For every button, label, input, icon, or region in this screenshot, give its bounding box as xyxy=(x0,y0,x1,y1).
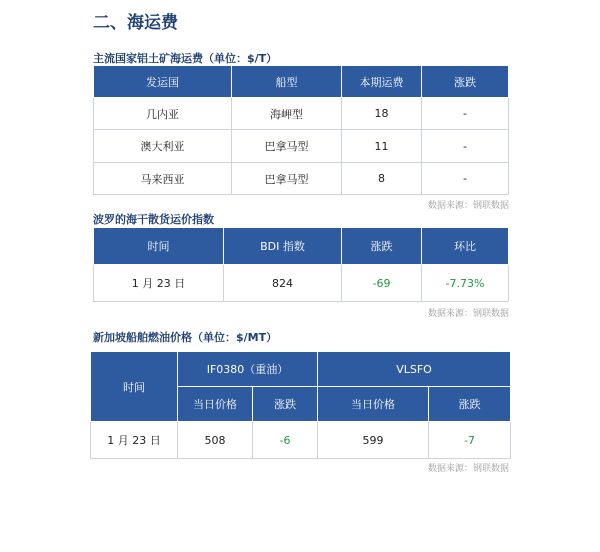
bunker-header-row xyxy=(91,352,511,387)
cell-freight: 18 xyxy=(342,98,422,130)
cell-change: -69 xyxy=(342,265,422,302)
bdi-source-note: 数据来源：钢联数据 xyxy=(428,309,510,319)
header-vlsfo-change: 涨跌 xyxy=(429,387,511,422)
header-bdi-index: BDI 指数 xyxy=(224,228,342,265)
cell-freight: 8 xyxy=(342,163,422,195)
cell-change: - xyxy=(422,98,509,130)
table-row xyxy=(94,265,509,302)
bunker-table xyxy=(90,351,511,459)
section-title: 二、海运费 xyxy=(93,13,178,33)
header-mom: 环比 xyxy=(422,228,509,265)
cell-if0380-change: -6 xyxy=(253,422,318,459)
header-freight: 本期运费 xyxy=(342,66,422,98)
cell-ship-type: 海岬型 xyxy=(232,98,342,130)
cell-origin: 澳大利亚 xyxy=(94,130,232,163)
table-row xyxy=(94,163,509,195)
header-change: 涨跌 xyxy=(342,228,422,265)
header-change: 涨跌 xyxy=(422,66,509,98)
bdi-table-title: 波罗的海干散货运价指数 xyxy=(93,213,214,226)
bunker-source-note: 数据来源：钢联数据 xyxy=(428,464,510,474)
header-time: 时间 xyxy=(94,228,224,265)
freight-table-title: 主流国家铝土矿海运费（单位：$/T） xyxy=(93,52,278,65)
cell-mom: -7.73% xyxy=(422,265,509,302)
cell-change: - xyxy=(422,130,509,163)
header-origin: 发运国 xyxy=(94,66,232,98)
cell-vlsfo-price: 599 xyxy=(318,422,429,459)
cell-origin: 马来西亚 xyxy=(94,163,232,195)
cell-origin: 几内亚 xyxy=(94,98,232,130)
bdi-table xyxy=(93,227,509,302)
table-row xyxy=(94,130,509,163)
header-time: 时间 xyxy=(91,352,178,422)
header-if0380-change: 涨跌 xyxy=(253,387,318,422)
freight-source-note: 数据来源：钢联数据 xyxy=(428,201,510,211)
header-vlsfo: VLSFO xyxy=(318,352,511,387)
cell-ship-type: 巴拿马型 xyxy=(232,163,342,195)
cell-if0380-price: 508 xyxy=(178,422,253,459)
header-if0380-price: 当日价格 xyxy=(178,387,253,422)
cell-ship-type: 巴拿马型 xyxy=(232,130,342,163)
header-if0380: IF0380（重油） xyxy=(178,352,318,387)
cell-freight: 11 xyxy=(342,130,422,163)
cell-date: 1 月 23 日 xyxy=(94,265,224,302)
freight-header-row xyxy=(94,66,509,98)
header-vlsfo-price: 当日价格 xyxy=(318,387,429,422)
cell-change: - xyxy=(422,163,509,195)
header-ship-type: 船型 xyxy=(232,66,342,98)
bdi-header-row xyxy=(94,228,509,265)
bunker-table-title: 新加坡船舶燃油价格（单位：$/MT） xyxy=(93,331,278,344)
freight-table xyxy=(93,65,509,195)
cell-date: 1 月 23 日 xyxy=(91,422,178,459)
cell-vlsfo-change: -7 xyxy=(429,422,511,459)
table-row xyxy=(91,422,511,459)
table-row xyxy=(94,98,509,130)
cell-bdi-value: 824 xyxy=(224,265,342,302)
